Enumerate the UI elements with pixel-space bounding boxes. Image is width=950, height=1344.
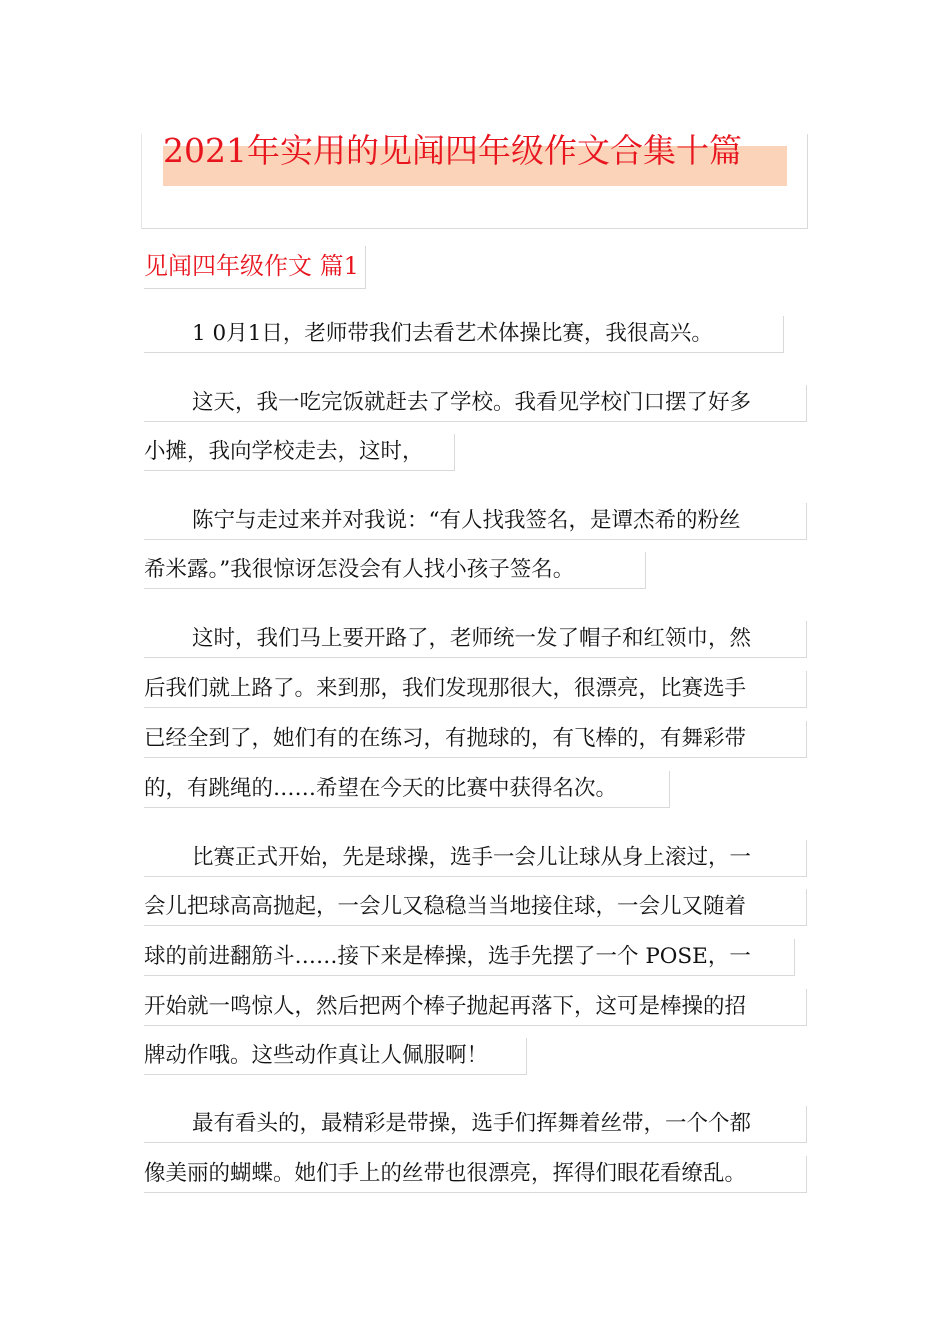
document-title: 2021年实用的见闻四年级作文合集十篇 <box>163 131 742 170</box>
paragraph-5-line-5: 牌动作哦。这些动作真让人佩服啊！ <box>144 1038 527 1075</box>
paragraph-4-line-1: 这时，我们马上要开路了，老师统一发了帽子和红领巾，然 <box>144 621 807 658</box>
paragraph-4-line-3: 已经全到了，她们有的在练习，有抛球的，有飞棒的，有舞彩带 <box>144 721 807 758</box>
paragraph-4-line-2: 后我们就上路了。来到那，我们发现那很大，很漂亮，比赛选手 <box>144 671 807 708</box>
paragraph-2-line-2: 小摊，我向学校走去，这时， <box>144 434 455 471</box>
section-heading: 见闻四年级作文 篇1 <box>144 246 366 289</box>
paragraph-5-line-1: 比赛正式开始，先是球操，选手一会儿让球从身上滚过，一 <box>144 840 807 877</box>
paragraph-3-line-2: 希米露。”我很惊讶怎没会有人找小孩子签名。 <box>144 552 646 589</box>
paragraph-6-line-1: 最有看头的，最精彩是带操，选手们挥舞着丝带，一个个都 <box>144 1106 807 1143</box>
paragraph-2-line-1: 这天，我一吃完饭就赶去了学校。我看见学校门口摆了好多 <box>144 385 807 422</box>
paragraph-3-line-1: 陈宁与走过来并对我说：“有人找我签名，是谭杰希的粉丝 <box>144 503 807 540</box>
paragraph-1-line-1: 1 0月1日，老师带我们去看艺术体操比赛，我很高兴。 <box>144 316 784 353</box>
paragraph-5-line-2: 会儿把球高高抛起，一会儿又稳稳当当地接住球，一会儿又随着 <box>144 889 807 926</box>
paragraph-6-line-2: 像美丽的蝴蝶。她们手上的丝带也很漂亮，挥得们眼花看缭乱。 <box>144 1156 807 1193</box>
paragraph-5-line-4: 开始就一鸣惊人，然后把两个棒子抛起再落下，这可是棒操的招 <box>144 989 807 1026</box>
paragraph-5-line-3: 球的前进翻筋斗……接下来是棒操，选手先摆了一个 POSE，一 <box>144 939 795 976</box>
paragraph-4-line-4: 的，有跳绳的……希望在今天的比赛中获得名次。 <box>144 771 670 808</box>
